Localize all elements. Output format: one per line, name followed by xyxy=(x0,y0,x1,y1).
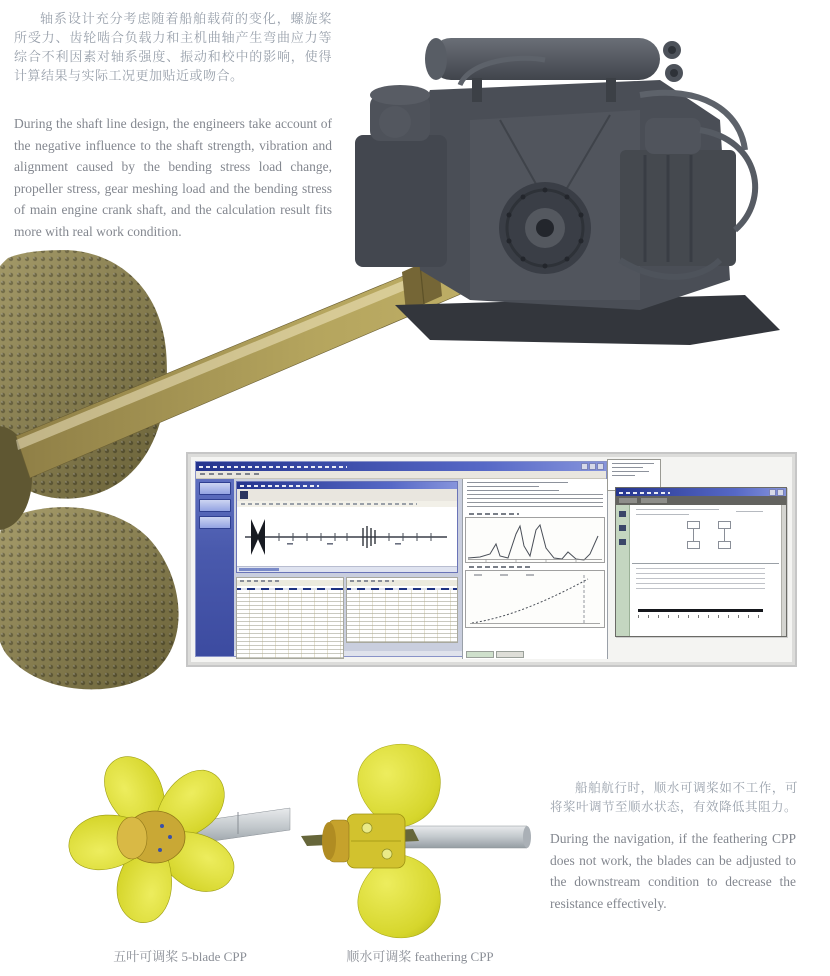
intro-paragraph-cn: 轴系设计充分考虑随着船舶载荷的变化，螺旋桨所受力、齿轮啮合负载力和主机曲轴产生弯曲应力等综合不利因素对轴系强度、振动和校中的影响，使得计算结果与实际工况更加贴近或吻合。 xyxy=(14,12,332,84)
status-segment xyxy=(239,568,279,571)
feathering-paragraph-en: During the navigation, if the feathering CPP does not work, the blades can be adjusted to the downstream condition to decrease the resistance effectively. xyxy=(550,831,796,911)
main-content-area xyxy=(234,479,606,651)
shaft-diagram xyxy=(237,507,457,567)
vibration-peaks-chart xyxy=(465,517,605,563)
table-rows xyxy=(237,590,343,658)
minimize-button xyxy=(581,463,588,470)
report-document xyxy=(630,505,781,636)
drawing-window-titlebar xyxy=(237,482,457,489)
menubar xyxy=(196,471,606,479)
label-text-placeholder xyxy=(241,503,417,505)
propeller-hub xyxy=(322,814,405,868)
report-shaft-line xyxy=(638,609,763,612)
diagram-box xyxy=(718,541,731,549)
result-text-line xyxy=(467,486,539,487)
close-button xyxy=(597,463,604,470)
close-button xyxy=(777,489,784,496)
bottom-tabs xyxy=(466,651,524,658)
toolbar-segment xyxy=(641,498,667,503)
shaft-diagram-svg xyxy=(237,507,457,567)
sidebar-panel xyxy=(196,479,234,656)
report-body xyxy=(616,505,786,636)
five-blade-cpp-figure xyxy=(50,742,300,942)
result-text-line xyxy=(467,482,568,483)
diagram-connector xyxy=(724,528,725,541)
maximize-button xyxy=(589,463,596,470)
report-viewer-window xyxy=(615,487,787,637)
output-text-line xyxy=(612,475,635,476)
sidebar-button-1 xyxy=(199,482,231,495)
caption-5-blade-cpp: 五叶可调桨 5-blade CPP xyxy=(113,949,247,964)
table-rows xyxy=(347,590,457,642)
tab-2 xyxy=(496,651,524,658)
drawing-status-strip xyxy=(237,566,457,572)
propeller-hub xyxy=(117,811,185,863)
report-toolbar xyxy=(616,496,786,505)
toolbar-segment xyxy=(619,498,637,503)
report-divider xyxy=(632,563,779,564)
results-pane xyxy=(462,479,608,659)
chart-title-placeholder xyxy=(469,566,531,568)
feathering-paragraph-cn: 船舶航行时，顺水可调桨如不工作，可将桨叶调节至顺水状态，有效降低其阻力。 xyxy=(550,780,798,814)
titlebar-text-placeholder xyxy=(619,492,670,494)
shaft-drawing-window xyxy=(236,481,458,573)
tab-1 xyxy=(466,651,494,658)
bronze-propeller xyxy=(0,250,179,689)
output-text-line xyxy=(612,471,649,472)
output-text-line xyxy=(612,463,654,464)
titlebar-text-placeholder xyxy=(240,485,319,487)
report-text-block xyxy=(636,568,765,590)
report-text-line xyxy=(636,514,689,515)
caption-feathering-cpp: 顺水可调桨 feathering CPP xyxy=(346,949,494,964)
minimize-button xyxy=(769,489,776,496)
power-curve-chart xyxy=(465,570,605,628)
diagram-connector xyxy=(693,528,694,541)
feathering-cpp-figure xyxy=(295,742,535,942)
sidebar-button-3 xyxy=(199,516,231,529)
window-buttons xyxy=(769,489,784,496)
report-icon xyxy=(619,539,626,545)
report-icon xyxy=(619,525,626,531)
table-label xyxy=(237,580,343,586)
menu-items-placeholder xyxy=(200,473,260,475)
result-number-block xyxy=(467,494,603,510)
table-label xyxy=(347,580,457,586)
titlebar-text-placeholder xyxy=(199,466,347,468)
label-text-placeholder xyxy=(350,580,394,582)
main-app-window xyxy=(195,461,607,657)
screenshot-canvas xyxy=(191,457,792,662)
diagram-box xyxy=(687,541,700,549)
window-buttons xyxy=(581,463,604,470)
result-text-line xyxy=(467,490,559,491)
report-text-line xyxy=(736,511,763,512)
results-table-left xyxy=(236,577,344,659)
tool-icon xyxy=(240,491,248,499)
report-icon-strip xyxy=(616,505,630,636)
output-text-line xyxy=(612,467,643,468)
report-tick-marks xyxy=(638,615,763,618)
sidebar-button-2 xyxy=(199,499,231,512)
shaft-calculation-software-screenshot xyxy=(186,452,797,667)
intro-paragraph-en: During the shaft line design, the engineers take account of the negative influence to the shaft strength, vibration and alignment caused by the bending stress load change, propeller stress, gear meshing load and the bending stress of main engine crank shaft, and the calculation result fits more with real work condition. xyxy=(14,116,332,239)
report-scrollbar xyxy=(781,505,786,636)
label-text-placeholder xyxy=(240,580,282,582)
chart-title-placeholder xyxy=(469,513,519,515)
report-text-line xyxy=(636,509,719,510)
results-table-right xyxy=(346,577,458,643)
main-window-titlebar xyxy=(196,462,606,471)
report-icon xyxy=(619,511,626,517)
